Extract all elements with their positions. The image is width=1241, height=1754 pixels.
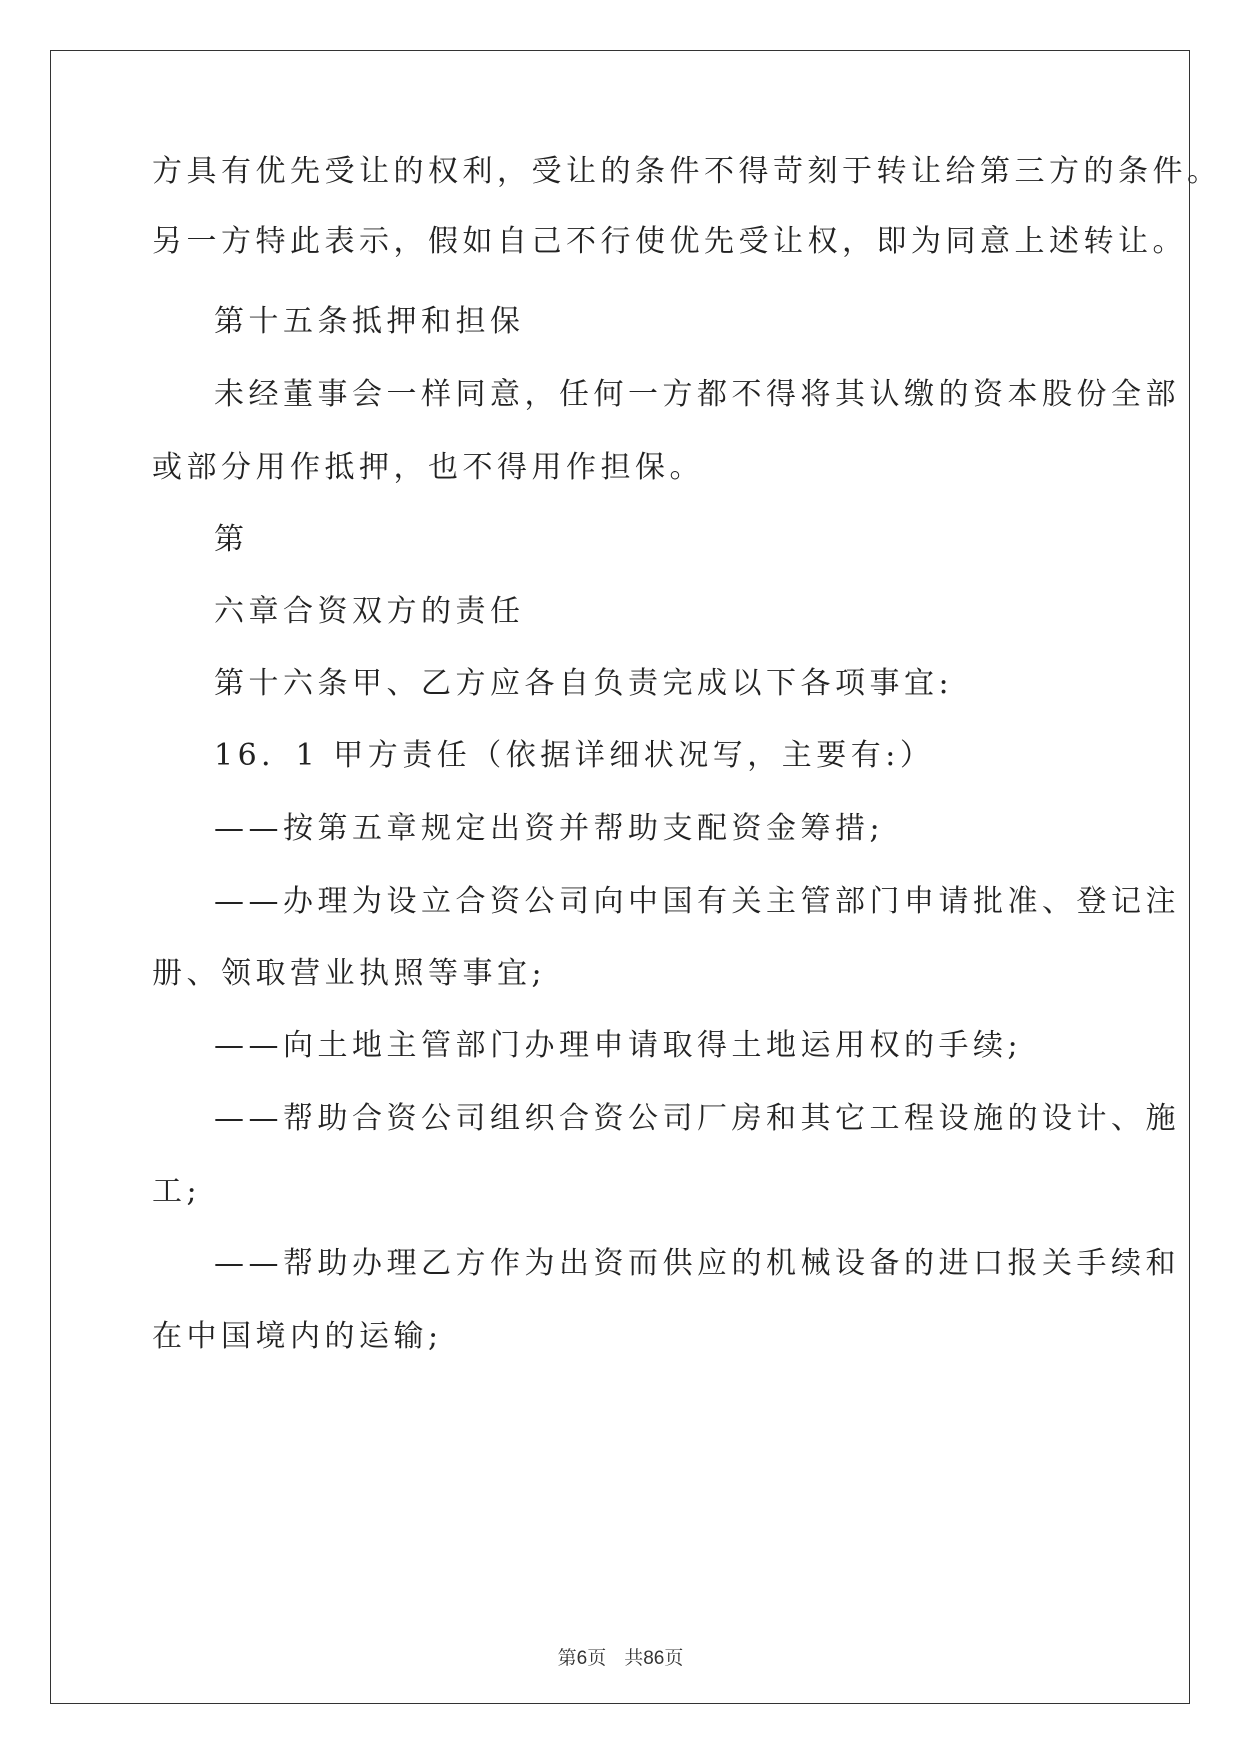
chapter-heading-part: 第 (214, 522, 249, 557)
text-line: 未经董事会一样同意，任何一方都不得将其认缴的资本股份全部 (214, 377, 1180, 412)
text-line: 或部分用作抵押，也不得用作担保。 (152, 450, 704, 485)
list-item: ——帮助合资公司组织合资公司厂房和其它工程设施的设计、施 (214, 1101, 1180, 1136)
article-heading: 第十五条抵押和担保 (214, 304, 525, 339)
list-item: ——办理为设立合资公司向中国有关主管部门申请批准、登记注 (214, 884, 1180, 919)
text-line: 工; (152, 1174, 202, 1209)
footer-page-suffix: 页 (587, 1648, 607, 1669)
page-number: 6 (576, 1648, 588, 1669)
list-item: ——帮助办理乙方作为出资而供应的机械设备的进口报关手续和 (214, 1246, 1180, 1281)
text-line: 册、领取营业执照等事宜; (152, 956, 547, 991)
text-line: 在中国境内的运输; (152, 1319, 443, 1354)
section-heading: 16．1 甲方责任（依据详细状况写，主要有:） (214, 738, 935, 773)
text-line: 方具有优先受让的权利，受让的条件不得苛刻于转让给第三方的条件。 (152, 154, 1222, 189)
chapter-heading: 六章合资双方的责任 (214, 594, 525, 629)
text-line: 另一方特此表示，假如自己不行使优先受让权，即为同意上述转让。 (152, 224, 1187, 259)
total-pages: 86 (643, 1648, 665, 1669)
page-footer (0, 1643, 1241, 1670)
list-item: ——按第五章规定出资并帮助支配资金筹措; (214, 811, 885, 846)
article-heading: 第十六条甲、乙方应各自负责完成以下各项事宜: (214, 666, 954, 701)
footer-total-prefix: 共 (624, 1648, 644, 1669)
page-frame (50, 50, 1190, 1704)
footer-total-suffix: 页 (664, 1648, 684, 1669)
footer-prefix: 第 (557, 1648, 577, 1669)
list-item: ——向土地主管部门办理申请取得土地运用权的手续; (214, 1028, 1023, 1063)
